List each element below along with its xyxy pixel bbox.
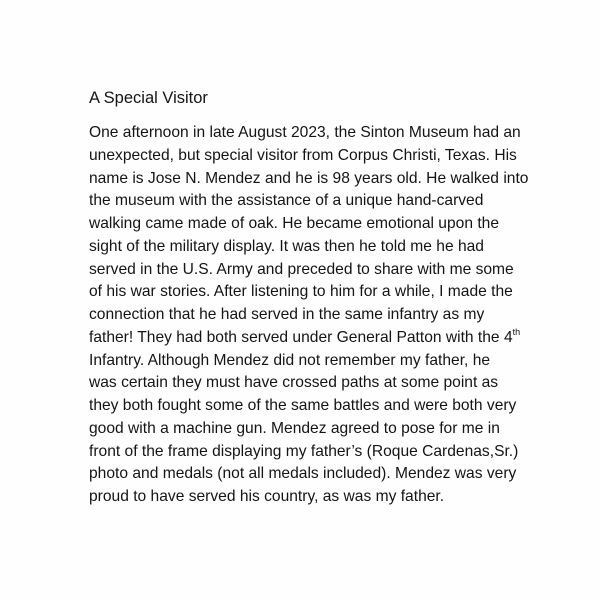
body-line: Infantry. Although Mendez did not remember my father, he <box>89 351 491 369</box>
body-line: One afternoon in late August 2023, the Sinton Museum had an <box>89 124 521 141</box>
body-line: photo and medals (not all medals included). Mendez was very <box>89 465 517 483</box>
body-line: the museum with the assistance of a unique hand-carved <box>89 192 484 210</box>
body-line-text: father! They had both served under General Patton with the 4 <box>89 328 513 346</box>
body-line: was certain they must have crossed paths at some point as <box>89 374 499 392</box>
body-line: proud to have served his country, as was my father. <box>89 488 445 505</box>
body-line: good with a machine gun. Mendez agreed to pose for me in <box>89 419 500 437</box>
body-line: sight of the military display. It was then he told me he had <box>89 237 484 255</box>
body-line: front of the frame displaying my father’s (Roque Cardenas,Sr.) <box>89 442 519 460</box>
body-line: walking came made of oak. He became emotional upon the <box>89 215 500 232</box>
body-line: of his war stories. After listening to him for a while, I made the <box>89 283 513 301</box>
body-line: served in the U.S. Army and preceded to share with me some <box>89 260 514 278</box>
body-line-with-superscript <box>89 327 589 350</box>
body-line: unexpected, but special visitor from Corpus Christi, Texas. His <box>89 146 517 164</box>
document-body <box>89 122 589 509</box>
body-line: they both fought some of the same battles and were both very <box>89 397 517 414</box>
ordinal-superscript: th <box>512 326 521 337</box>
body-line: name is Jose N. Mendez and he is 98 years old. He walked into <box>89 169 529 187</box>
body-line: connection that he had served in the same infantry as my <box>89 306 485 323</box>
document-title: A Special Visitor <box>89 89 208 107</box>
